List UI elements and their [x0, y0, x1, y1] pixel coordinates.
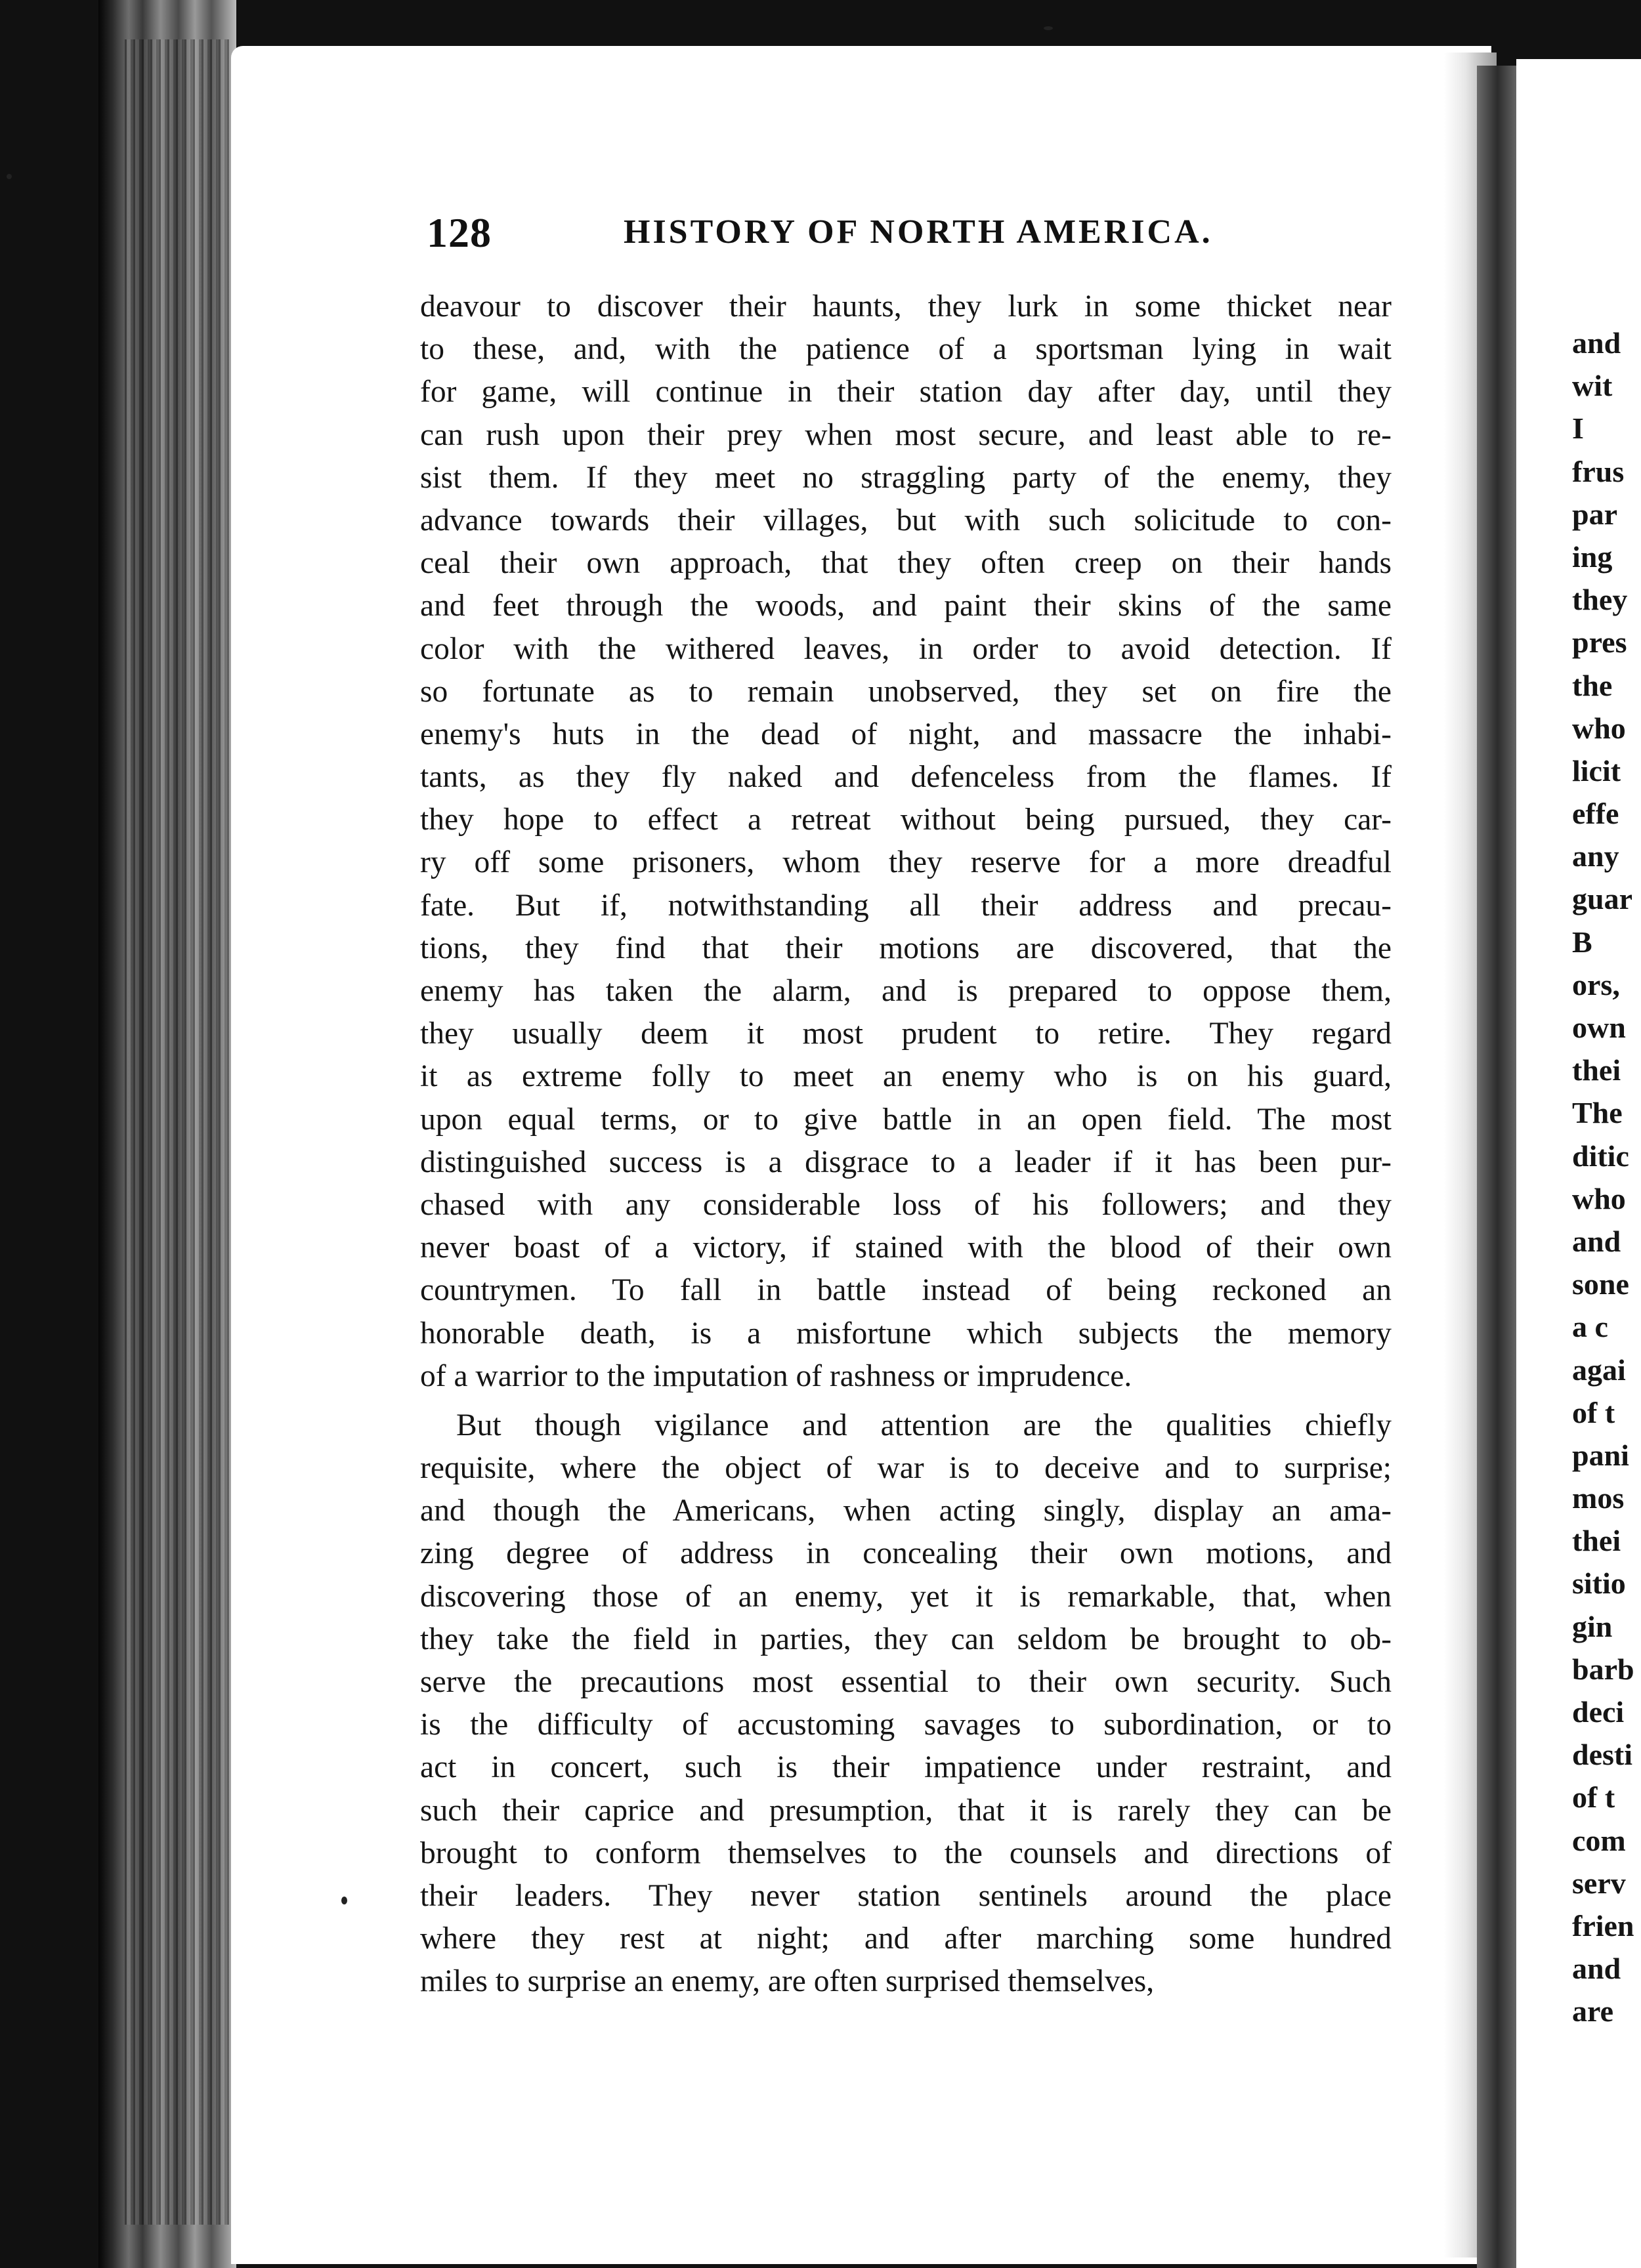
body-text	[420, 285, 1392, 2004]
text-line: they hope to effect a retreat without being pursued, they car-	[420, 803, 1392, 837]
adjacent-page-fragment: pres	[1572, 625, 1627, 660]
text-line: ceal their own approach, that they often creep on their hands	[420, 546, 1392, 581]
text-line: discovering those of an enemy, yet it is remarkable, that, when	[420, 1579, 1392, 1614]
adjacent-page-fragment: desti	[1572, 1738, 1632, 1772]
text-line: chased with any considerable loss of his followers; and they	[420, 1187, 1392, 1222]
adjacent-page-fragment: and	[1572, 1224, 1621, 1258]
adjacent-page-fragment: and	[1572, 326, 1621, 360]
adjacent-page-fragment: wit	[1572, 369, 1613, 403]
text-line: distinguished success is a disgrace to a leader if it has been pur-	[420, 1144, 1392, 1179]
text-line: upon equal terms, or to give battle in an open field. The most	[420, 1102, 1392, 1137]
text-line: they take the field in parties, they can seldom be brought to ob-	[420, 1622, 1392, 1656]
running-head: HISTORY OF NORTH AMERICA.	[624, 213, 1213, 251]
adjacent-page-fragment: frus	[1572, 454, 1625, 488]
text-line: color with the withered leaves, in order to avoid detection. If	[420, 631, 1392, 666]
adjacent-page-fragment: thei	[1572, 1524, 1621, 1558]
adjacent-page-fragment: par	[1572, 497, 1617, 531]
adjacent-page-fragment: mos	[1572, 1481, 1625, 1515]
adjacent-page-fragment: thei	[1572, 1053, 1621, 1087]
adjacent-page-fragment: serv	[1572, 1866, 1626, 1900]
scan-speck	[7, 174, 12, 179]
adjacent-page-fragment: barb	[1572, 1652, 1634, 1686]
text-line: it as extreme folly to meet an enemy who is on his guard,	[420, 1059, 1392, 1094]
adjacent-page-fragment: deci	[1572, 1695, 1625, 1729]
page-number: 128	[427, 209, 492, 256]
adjacent-page-fragment: ors,	[1572, 967, 1620, 1001]
text-line: brought to conform themselves to the counsels and directions of	[420, 1836, 1392, 1870]
text-line: tions, they find that their motions are discovered, that the	[420, 931, 1392, 965]
text-line: and though the Americans, when acting singly, display an ama-	[420, 1494, 1392, 1528]
scan-speck	[341, 1897, 347, 1904]
text-line: never boast of a victory, if stained with the blood of their own	[420, 1230, 1392, 1265]
text-line: act in concert, such is their impatience under restraint, and	[420, 1750, 1392, 1785]
adjacent-page-fragment: ditic	[1572, 1139, 1629, 1173]
adjacent-page-fragment: are	[1572, 1994, 1614, 2028]
adjacent-page-fragment: the	[1572, 668, 1613, 702]
text-line: is the difficulty of accustoming savages to subordination, or to	[420, 1708, 1392, 1742]
adjacent-page-fragment: I	[1572, 411, 1584, 446]
binding-texture	[125, 39, 230, 2225]
text-line: their leaders. They never station sentinels around the place	[420, 1878, 1392, 1913]
text-line: enemy has taken the alarm, and is prepared to oppose them,	[420, 974, 1392, 1008]
text-line: miles to surprise an enemy, are often surprised themselves,	[420, 1964, 1155, 1999]
adjacent-page-fragment: who	[1572, 1181, 1626, 1215]
text-line: they usually deem it most prudent to retire. They regard	[420, 1017, 1392, 1051]
adjacent-page-fragment: effe	[1572, 797, 1619, 831]
text-line: sist them. If they meet no straggling party of the enemy, they	[420, 460, 1392, 495]
adjacent-page-fragment: any	[1572, 839, 1619, 873]
adjacent-page-fragment: B	[1572, 925, 1592, 959]
adjacent-page-text	[1572, 322, 1641, 2033]
adjacent-page-fragment: of t	[1572, 1395, 1615, 1429]
adjacent-page-fragment: agai	[1572, 1353, 1626, 1387]
text-line: honorable death, is a misfortune which subjects the memory	[420, 1316, 1392, 1351]
text-line: countrymen. To fall in battle instead of being reckoned an	[420, 1273, 1392, 1308]
adjacent-page-fragment: licit	[1572, 753, 1621, 788]
text-line: of a warrior to the imputation of rashness or imprudence.	[420, 1358, 1132, 1393]
text-line: serve the precautions most essential to their own security. Such	[420, 1665, 1392, 1699]
adjacent-page-fragment: they	[1572, 583, 1628, 617]
text-line: so fortunate as to remain unobserved, they set on fire the	[420, 674, 1392, 709]
adjacent-page-fragment: of t	[1572, 1780, 1615, 1815]
text-line: can rush upon their prey when most secure, and least able to re-	[420, 417, 1392, 452]
text-line: where they rest at night; and after marching some hundred	[420, 1922, 1392, 1956]
page-header	[427, 209, 1398, 261]
text-line: ry off some prisoners, whom they reserve for a more dreadful	[420, 845, 1392, 880]
text-line: enemy's huts in the dead of night, and massacre the inhabi-	[420, 717, 1392, 751]
adjacent-page-fragment: pani	[1572, 1438, 1629, 1472]
text-line: to these, and, with the patience of a sportsman lying in wait	[420, 332, 1392, 367]
adjacent-page-fragment: com	[1572, 1823, 1626, 1857]
scan-speck	[1044, 26, 1053, 30]
adjacent-page-fragment: and	[1572, 1952, 1621, 1986]
text-line: fate. But if, notwithstanding all their address and precau-	[420, 888, 1392, 923]
adjacent-page-fragment: sitio	[1572, 1566, 1626, 1601]
adjacent-page-fragment: frien	[1572, 1908, 1634, 1942]
adjacent-page-fragment: a c	[1572, 1310, 1608, 1344]
text-line: But though vigilance and attention are the qualities chiefly	[456, 1408, 1392, 1442]
text-line: zing degree of address in concealing their own motions, and	[420, 1536, 1392, 1571]
text-line: requisite, where the object of war is to deceive and to surprise;	[420, 1451, 1392, 1486]
text-line: for game, will continue in their station day after day, until they	[420, 375, 1392, 410]
text-line: advance towards their villages, but with such solicitude to con-	[420, 503, 1392, 537]
adjacent-page-fragment: The	[1572, 1096, 1623, 1130]
adjacent-page-fragment: guar	[1572, 882, 1632, 916]
text-line: deavour to discover their haunts, they lurk in some thicket near	[420, 289, 1392, 324]
paragraph-gap	[420, 1398, 1392, 1404]
adjacent-page-fragment: who	[1572, 711, 1626, 745]
adjacent-page-fragment: gin	[1572, 1609, 1613, 1643]
text-line: such their caprice and presumption, that it is rarely they can be	[420, 1793, 1392, 1828]
text-line: and feet through the woods, and paint their skins of the same	[420, 589, 1392, 623]
adjacent-page-fragment: sone	[1572, 1267, 1629, 1301]
adjacent-page-fragment: own	[1572, 1011, 1626, 1044]
adjacent-page-fragment: ing	[1572, 539, 1613, 574]
text-line: tants, as they fly naked and defenceless from the flames. If	[420, 760, 1392, 795]
